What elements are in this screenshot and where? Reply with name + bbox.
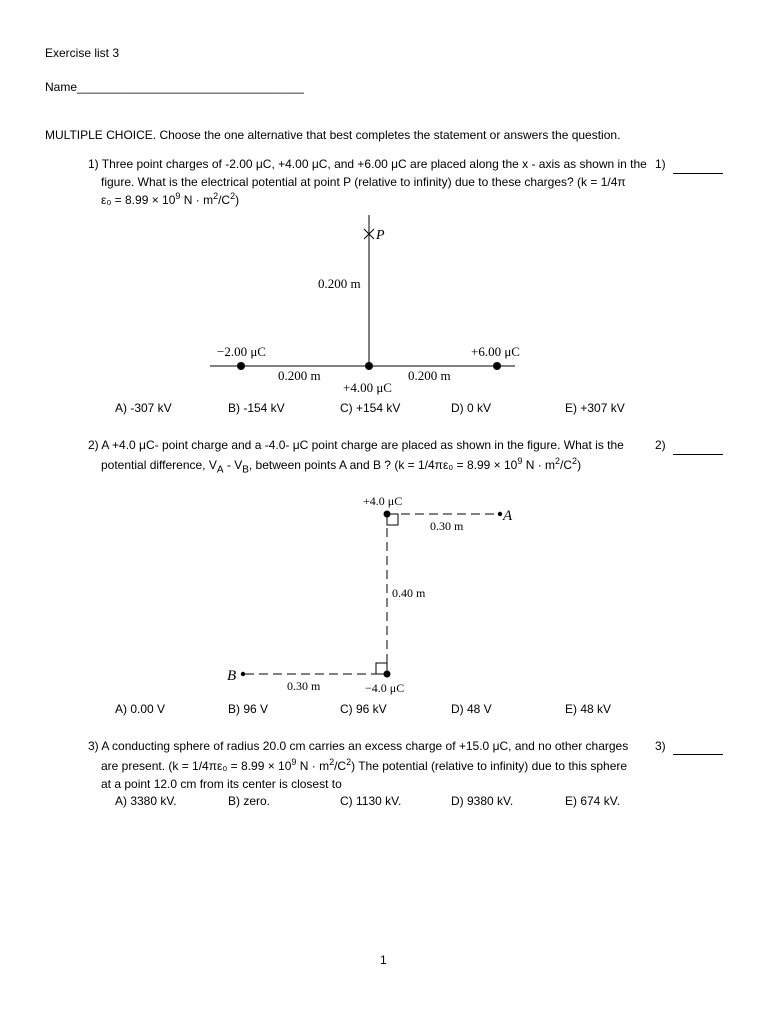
question-1-option-d[interactable]: D) 0 kV xyxy=(451,401,492,415)
question-2-number: 2) xyxy=(655,438,666,452)
question-2-line-1: 2) A +4.0 μC- point charge and a -4.0- μC point charge are placed as shown in the figure. What is the xyxy=(88,438,624,452)
question-3-option-a[interactable]: A) 3380 kV. xyxy=(115,794,177,808)
question-1-line-2: figure. What is the electrical potential at point P (relative to infinity) due to these charges? (k = 1/4π xyxy=(101,175,626,189)
charge-left-dot xyxy=(237,362,245,370)
left-distance-label: 0.200 m xyxy=(278,368,321,383)
top-charge-label: +4.0 μC xyxy=(363,494,403,508)
question-2-option-d[interactable]: D) 48 V xyxy=(451,702,492,716)
question-2-answer-blank[interactable] xyxy=(673,454,723,455)
question-2-figure xyxy=(0,490,768,700)
bottom-distance-label: 0.30 m xyxy=(287,679,321,693)
point-a-label: A xyxy=(503,508,513,524)
question-1-figure xyxy=(0,215,768,395)
vertical-distance-label: 0.40 m xyxy=(392,586,426,600)
instructions: MULTIPLE CHOICE. Choose the one alternative that best completes the statement or answers the question. xyxy=(45,128,621,142)
charge-center-dot xyxy=(365,362,373,370)
right-charge-label: +6.00 μC xyxy=(471,344,520,359)
question-1-option-e[interactable]: E) +307 kV xyxy=(565,401,625,415)
question-2-line-2: potential difference, $V_A - V_B$, between points A and B ? ($k = 1/4\pi\varepsilon_0 = 8.99 \times 10^9$ $N \cdot m^2/C^2$) xyxy=(101,456,582,476)
point-b-label: B xyxy=(227,668,237,684)
question-1-option-a[interactable]: A) -307 kV xyxy=(115,401,172,415)
center-charge-label: +4.00 μC xyxy=(343,380,392,395)
question-2-option-b[interactable]: B) 96 V xyxy=(228,702,269,716)
vertical-distance-label: 0.200 m xyxy=(318,276,361,291)
point-p-label: P xyxy=(376,228,385,243)
question-3-number: 3) xyxy=(655,739,666,753)
point-a-dot xyxy=(498,512,502,516)
question-3-option-b[interactable]: B) zero. xyxy=(228,794,271,808)
left-charge-label: −2.00 μC xyxy=(217,344,266,359)
charge-right-dot xyxy=(493,362,501,370)
top-distance-label: 0.30 m xyxy=(430,519,464,533)
page-number: 1 xyxy=(380,953,387,967)
question-2-option-a[interactable]: A) 0.00 V xyxy=(115,702,166,716)
name-field-label: Name__________________________________ xyxy=(45,80,304,94)
bottom-charge-label: −4.0 μC xyxy=(365,681,405,695)
question-3-option-c[interactable]: C) 1130 kV. xyxy=(340,794,402,808)
question-3-line-3: at a point 12.0 cm from its center is closest to xyxy=(101,777,342,791)
exercise-title: Exercise list 3 xyxy=(45,46,120,60)
question-1-number: 1) xyxy=(655,157,666,171)
question-3-answer-blank[interactable] xyxy=(673,754,723,755)
question-2-option-e[interactable]: E) 48 kV xyxy=(565,702,612,716)
question-1-line-3: $\varepsilon_0 = 8.99 \times 10^9$ $N \cdot m^2/C^2$) xyxy=(101,191,240,207)
question-1-answer-blank[interactable] xyxy=(673,173,723,174)
question-2-option-c[interactable]: C) 96 kV xyxy=(340,702,387,716)
question-3-line-2: are present. ($k = 1/4\pi\varepsilon_0 = 8.99 \times 10^9$ $N \cdot m^2/C^2$) The potential (relative to infinity) due to this sphere xyxy=(101,757,628,773)
question-3-option-e[interactable]: E) 674 kV. xyxy=(565,794,620,808)
question-1-line-1: 1) Three point charges of -2.00 μC, +4.00 μC, and +6.00 μC are placed along the x - axis as shown in the xyxy=(88,157,647,171)
point-b-dot xyxy=(241,672,245,676)
question-1-option-b[interactable]: B) -154 kV xyxy=(228,401,285,415)
question-3-option-d[interactable]: D) 9380 kV. xyxy=(451,794,514,808)
right-distance-label: 0.200 m xyxy=(408,368,451,383)
question-1-option-c[interactable]: C) +154 kV xyxy=(340,401,401,415)
question-3-line-1: 3) A conducting sphere of radius 20.0 cm carries an excess charge of +15.0 μC, and no other charges xyxy=(88,739,629,753)
